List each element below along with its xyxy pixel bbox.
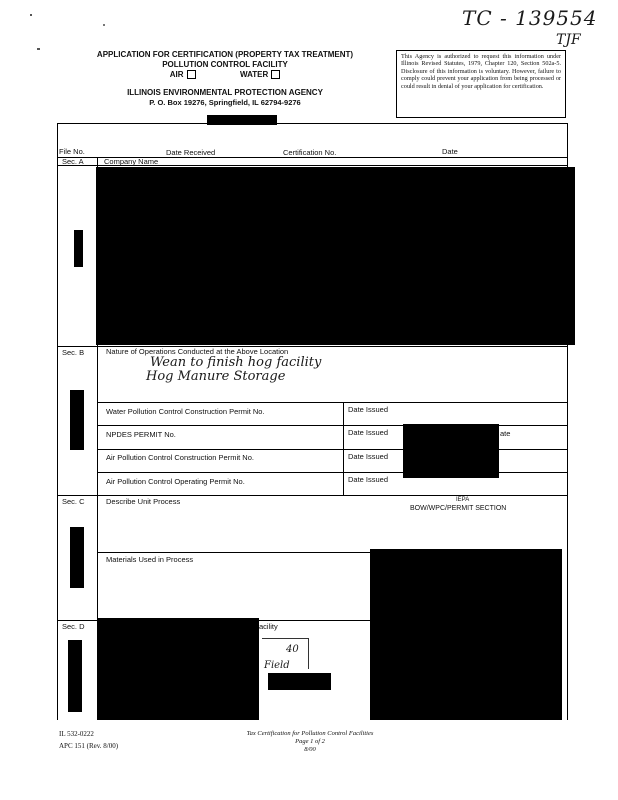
- sketch-redaction: [268, 673, 331, 690]
- water-checkbox[interactable]: [271, 70, 280, 79]
- footer-date: 8/00: [304, 746, 316, 753]
- permit-name: Water Pollution Control Construction Permit No.: [106, 407, 265, 416]
- permit-name: Air Pollution Control Operating Permit No.: [106, 477, 245, 486]
- sec-a-side-redaction: [74, 230, 83, 267]
- handwritten-initials: TJF: [556, 32, 581, 48]
- nature-handwritten-line-2: Hog Manure Storage: [146, 369, 286, 384]
- permit-date-issued: Date Issued: [348, 475, 389, 484]
- page-number: Page 1 of 2: [295, 738, 325, 745]
- materials-redaction: [370, 549, 562, 720]
- scan-speck: [30, 14, 32, 16]
- air-label: AIR: [169, 70, 184, 79]
- sketch-field-label: Field: [264, 660, 290, 671]
- permit-date-issued: Date Issued: [348, 452, 389, 461]
- certification-no-label: Certification No.: [283, 148, 337, 157]
- title-line-2: POLLUTION CONTROL FACILITY: [162, 60, 288, 69]
- nature-handwritten-line-1: Wean to finish hog facility: [150, 355, 322, 370]
- facility-fragment: acility: [259, 622, 278, 631]
- sec-d-side-redaction: [68, 640, 82, 712]
- apc-revision: APC 151 (Rev. 8/00): [59, 742, 119, 750]
- stamp-section: BOW/WPC/PERMIT SECTION: [410, 505, 507, 512]
- permit-stamp-redaction: [403, 424, 499, 478]
- sec-c-side-redaction: [70, 527, 84, 588]
- form-title: [60, 50, 390, 108]
- title-line-1: APPLICATION FOR CERTIFICATION (PROPERTY TAX TREATMENT): [96, 50, 354, 59]
- company-info-redaction: [96, 167, 575, 345]
- permit-name: NPDES PERMIT No.: [106, 430, 176, 439]
- form-number: IL 532-0222: [59, 730, 94, 738]
- sec-c-label: Sec. C: [62, 497, 85, 506]
- sec-d-redaction: [98, 618, 259, 720]
- sec-b-label: Sec. B: [62, 348, 85, 357]
- footer-title: Tax Certification for Pollution Control Facilities: [246, 730, 374, 737]
- stamp-agency: IEPA: [456, 497, 470, 503]
- air-checkbox[interactable]: [187, 70, 196, 79]
- nature-of-operations-label: Nature of Operations Conducted at the Above Location: [106, 347, 289, 356]
- permit-date-issued: Date Issued: [348, 405, 389, 414]
- file-no-label: File No.: [59, 147, 85, 156]
- sec-b-side-redaction: [70, 390, 84, 450]
- scan-speck: [37, 48, 40, 50]
- permit-date-issued: Date Issued: [348, 428, 389, 437]
- sec-d-label: Sec. D: [62, 622, 85, 631]
- date-label: Date: [442, 147, 458, 156]
- date-received-label: Date Received: [166, 148, 216, 157]
- stamp-fragment: ate: [500, 429, 511, 438]
- media-checkboxes: [60, 70, 390, 80]
- describe-unit-process-label: Describe Unit Process: [106, 497, 181, 506]
- water-label: WATER: [239, 70, 269, 79]
- agency-address: P. O. Box 19276, Springfield, IL 62794-9276: [149, 98, 301, 107]
- company-name-label: Company Name: [104, 157, 159, 166]
- privacy-notice: This Agency is authorized to request this information under Illinois Revised Statutes, 1979, Chapter 120, Section 502a-5. Disclosure of this information is voluntary. However, failure to comply could prevent your application from being processed or could result in denial of your application for certification.: [396, 50, 566, 118]
- scan-speck: [103, 24, 105, 26]
- sec-a-label: Sec. A: [62, 157, 84, 166]
- permit-name: Air Pollution Control Construction Permit No.: [106, 453, 254, 462]
- sketch-note: 40: [286, 644, 299, 655]
- footer-center: [200, 730, 420, 754]
- handwritten-id: TC - 139554: [462, 6, 598, 30]
- agency-name: ILLINOIS ENVIRONMENTAL PROTECTION AGENCY: [127, 88, 323, 97]
- materials-used-label: Materials Used in Process: [106, 555, 194, 564]
